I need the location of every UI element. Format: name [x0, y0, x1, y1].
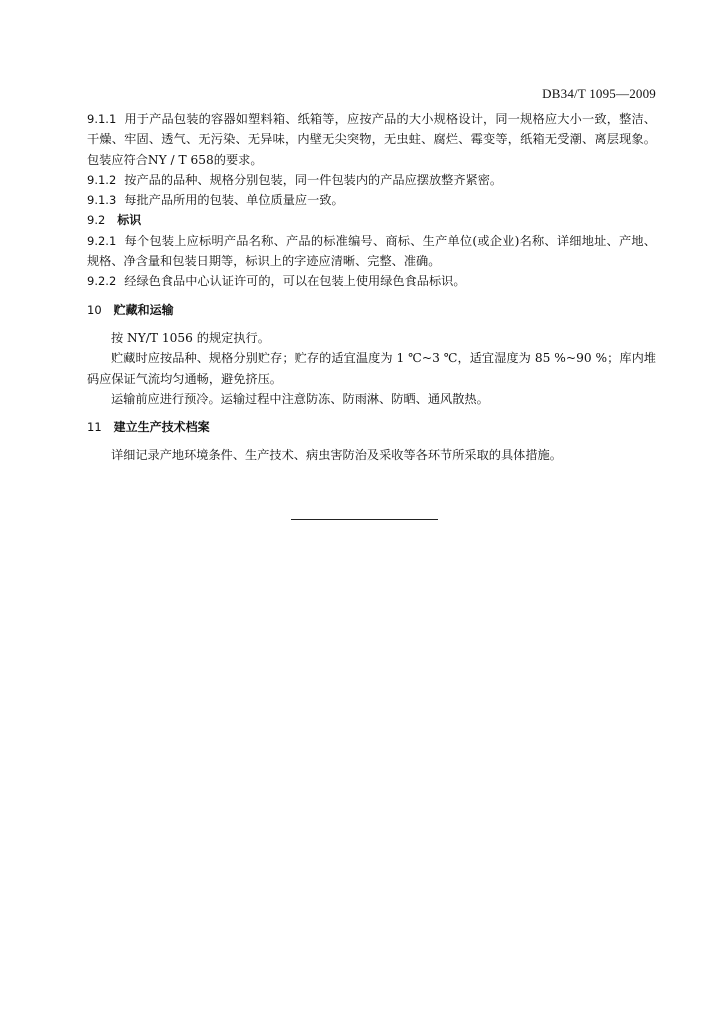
- clause-text: 经绿色食品中心认证许可的，可以在包装上使用绿色食品标识。: [124, 274, 466, 289]
- clause-number: 9.1.2: [87, 172, 117, 187]
- clause-9-2-heading: [87, 210, 656, 230]
- end-rule: [291, 519, 438, 520]
- section-10-paragraph-1: 按 NY/T 1056 的规定执行。: [111, 330, 270, 345]
- section-number: 10: [87, 302, 102, 317]
- section-10-paragraph-3: 运输前应进行预冷。运输过程中注意防冻、防雨淋、防晒、通风散热。: [111, 391, 489, 406]
- clause-9-2-1: [87, 231, 656, 272]
- clause-number: 9.2: [87, 213, 106, 228]
- clause-title: 标识: [117, 213, 142, 228]
- section-title: 贮藏和运输: [113, 302, 174, 317]
- section-10-heading: [87, 300, 656, 320]
- clause-text: 按产品的品种、规格分别包装，同一件包装内的产品应摆放整齐紧密。: [124, 172, 503, 187]
- clause-number: 9.1.3: [87, 193, 117, 208]
- clause-9-1-2: [87, 170, 656, 190]
- clause-9-2-2: [87, 271, 656, 291]
- clause-text: 用于产品包装的容器如塑料箱、纸箱等，应按产品的大小规格设计，同一规格应大小一致，整洁、干燥、牢固、透气、无污染、无异味，内壁无尖突物，无虫蛀、腐烂、霉变等，纸箱无受潮、离层现象。包装应符合NY / T 658的要求。: [87, 112, 656, 167]
- clause-number: 9.2.2: [87, 274, 117, 289]
- section-number: 11: [87, 420, 102, 435]
- clause-number: 9.2.1: [87, 233, 117, 248]
- clause-text: 每个包装上应标明产品名称、产品的标准编号、商标、生产单位(或企业)名称、详细地址、产地、规格、净含量和包装日期等，标识上的字迹应清晰、完整、准确。: [87, 233, 656, 269]
- clause-number: 9.1.1: [87, 112, 117, 126]
- standard-code: DB34/T 1095—2009: [542, 86, 656, 101]
- clause-9-1-3: [87, 190, 656, 210]
- section-11-heading: [87, 417, 656, 437]
- document-body: [87, 109, 656, 466]
- section-10-paragraph-2: 贮藏时应按品种、规格分别贮存；贮存的适宜温度为 1 ℃~3 ℃，适宜湿度为 85 %~90 %；库内堆码应保证气流均匀通畅，避免挤压。: [87, 351, 656, 386]
- clause-text: 每批产品所用的包装、单位质量应一致。: [124, 193, 344, 208]
- clause-9-1-1: [87, 109, 656, 170]
- section-title: 建立生产技术档案: [113, 420, 210, 435]
- section-11-paragraph-1: 详细记录产地环境条件、生产技术、病虫害防治及采收等各环节所采取的具体措施。: [111, 448, 562, 463]
